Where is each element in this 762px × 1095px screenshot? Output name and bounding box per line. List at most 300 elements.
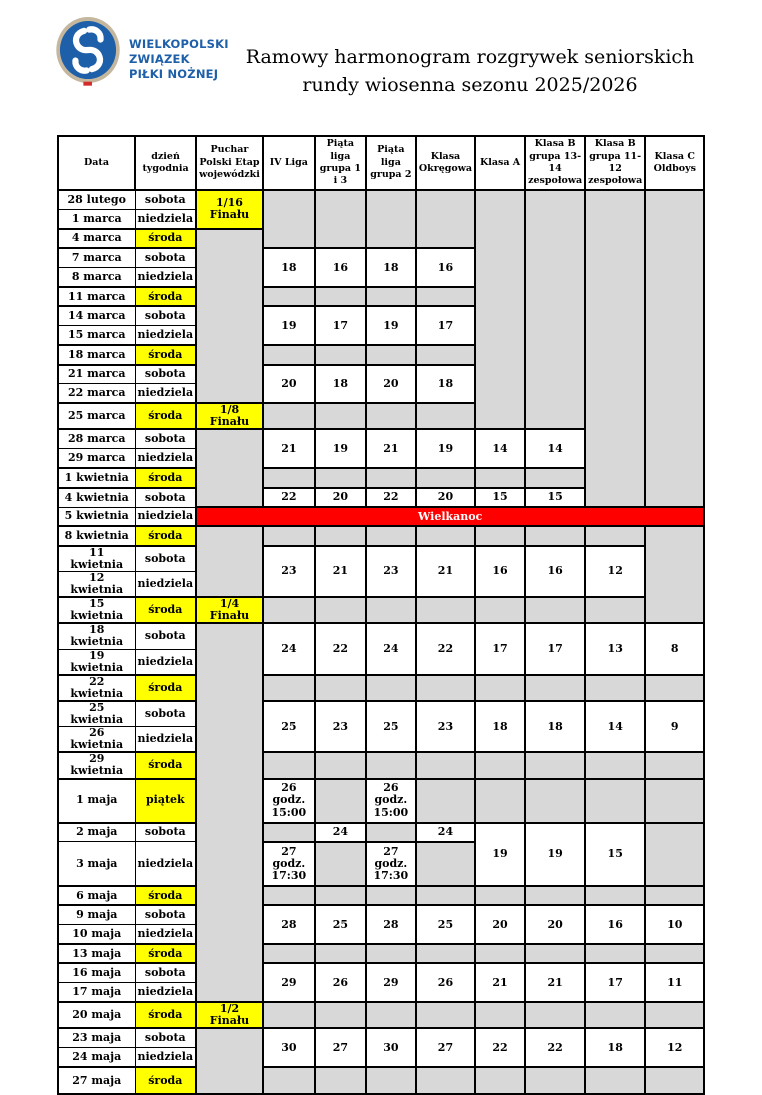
round-cell: 16: [416, 248, 475, 287]
day-cell: niedziela: [135, 507, 196, 526]
day-cell: sobota: [135, 429, 196, 448]
round-time-cell: 26 godz. 15:00: [366, 779, 416, 823]
empty-cell: [263, 190, 315, 248]
round-cell: 19: [263, 306, 315, 345]
round-cell: 28: [263, 905, 315, 944]
empty-cell: [366, 886, 416, 905]
empty-cell: [366, 403, 416, 429]
empty-cell: [585, 752, 645, 778]
empty-cell: [416, 403, 475, 429]
empty-cell: [366, 752, 416, 778]
round-cell: 25: [263, 701, 315, 752]
empty-cell: [525, 752, 585, 778]
date-cell: 15 kwietnia: [58, 597, 135, 623]
schedule-table: [57, 135, 705, 1095]
round-cell: 19: [416, 429, 475, 468]
round-cell: 12: [585, 546, 645, 597]
table-row: [58, 779, 704, 823]
round-cell: 23: [315, 701, 366, 752]
table-header: [58, 136, 704, 190]
date-cell: 5 kwietnia: [58, 507, 135, 526]
round-cell: 26: [416, 963, 475, 1002]
round-cell: 22: [525, 1028, 585, 1067]
day-cell: środa: [135, 752, 196, 778]
empty-cell: [315, 779, 366, 823]
table-row: [58, 526, 704, 545]
empty-cell: [416, 190, 475, 248]
day-cell: niedziela: [135, 727, 196, 753]
date-cell: 12 kwietnia: [58, 572, 135, 598]
date-cell: 8 kwietnia: [58, 526, 135, 545]
date-cell: 21 marca: [58, 365, 135, 384]
round-cell: 11: [645, 963, 704, 1002]
empty-cell: [263, 1067, 315, 1094]
round-cell: 19: [475, 823, 525, 886]
empty-cell: [645, 526, 704, 623]
round-cell: 20: [366, 365, 416, 404]
round-cell: 14: [475, 429, 525, 468]
empty-cell: [475, 779, 525, 823]
day-cell: środa: [135, 1067, 196, 1094]
day-cell: niedziela: [135, 209, 196, 228]
date-cell: 19 kwietnia: [58, 649, 135, 675]
empty-cell: [645, 944, 704, 963]
round-cell: 17: [475, 623, 525, 674]
empty-cell: [525, 468, 585, 487]
date-cell: 20 maja: [58, 1002, 135, 1028]
round-cell: 16: [525, 546, 585, 597]
day-cell: sobota: [135, 190, 196, 209]
round-cell: 10: [645, 905, 704, 944]
day-cell: środa: [135, 468, 196, 487]
column-header: Klasa Okręgowa: [416, 136, 475, 190]
day-cell: niedziela: [135, 268, 196, 287]
round-cell: 25: [366, 701, 416, 752]
cup-stage-cell: 1/16 Finału: [196, 190, 263, 229]
date-cell: 22 marca: [58, 384, 135, 403]
round-cell: 14: [585, 701, 645, 752]
round-cell: 17: [525, 623, 585, 674]
empty-cell: [366, 597, 416, 623]
date-cell: 28 marca: [58, 429, 135, 448]
round-cell: 24: [366, 623, 416, 674]
round-cell: 23: [416, 701, 475, 752]
date-cell: 1 kwietnia: [58, 468, 135, 487]
empty-cell: [196, 429, 263, 507]
date-cell: 14 marca: [58, 306, 135, 325]
date-cell: 1 maja: [58, 779, 135, 823]
round-cell: 18: [525, 701, 585, 752]
empty-cell: [525, 779, 585, 823]
empty-cell: [196, 623, 263, 1002]
empty-cell: [263, 526, 315, 545]
day-cell: środa: [135, 287, 196, 306]
empty-cell: [263, 944, 315, 963]
table-row: [58, 597, 704, 623]
round-cell: 27: [416, 1028, 475, 1067]
page-title-line1: Ramowy harmonogram rozgrywek seniorskich: [245, 46, 695, 68]
round-cell: 21: [315, 546, 366, 597]
round-cell: 21: [263, 429, 315, 468]
empty-cell: [525, 1067, 585, 1094]
empty-cell: [416, 779, 475, 823]
empty-cell: [416, 1002, 475, 1028]
day-cell: środa: [135, 403, 196, 429]
date-cell: 28 lutego: [58, 190, 135, 209]
empty-cell: [525, 886, 585, 905]
round-cell: 18: [585, 1028, 645, 1067]
date-cell: 18 kwietnia: [58, 623, 135, 649]
empty-cell: [475, 597, 525, 623]
date-cell: 22 kwietnia: [58, 675, 135, 701]
empty-cell: [645, 779, 704, 823]
empty-cell: [263, 886, 315, 905]
day-cell: sobota: [135, 488, 196, 507]
date-cell: 16 maja: [58, 963, 135, 982]
round-cell: 20: [416, 488, 475, 507]
empty-cell: [366, 287, 416, 306]
round-cell: 17: [315, 306, 366, 345]
empty-cell: [263, 675, 315, 701]
date-cell: 11 marca: [58, 287, 135, 306]
table-body: [58, 190, 704, 1094]
empty-cell: [315, 675, 366, 701]
empty-cell: [366, 823, 416, 842]
day-cell: niedziela: [135, 449, 196, 468]
round-cell: 24: [315, 823, 366, 842]
wzpn-logo-icon: [55, 16, 121, 88]
day-cell: niedziela: [135, 649, 196, 675]
table-row: [58, 546, 704, 572]
empty-cell: [416, 842, 475, 886]
table-row: [58, 1002, 704, 1028]
round-time-cell: 26 godz. 15:00: [263, 779, 315, 823]
day-cell: środa: [135, 526, 196, 545]
empty-cell: [475, 944, 525, 963]
date-cell: 13 maja: [58, 944, 135, 963]
empty-cell: [525, 190, 585, 429]
date-cell: 23 maja: [58, 1028, 135, 1047]
round-cell: 18: [366, 248, 416, 287]
round-time-cell: 27 godz. 17:30: [263, 842, 315, 886]
day-cell: sobota: [135, 905, 196, 924]
empty-cell: [315, 403, 366, 429]
day-cell: środa: [135, 675, 196, 701]
empty-cell: [315, 190, 366, 248]
round-cell: 16: [475, 546, 525, 597]
date-cell: 29 kwietnia: [58, 752, 135, 778]
org-name-line: WIELKOPOLSKI: [129, 37, 229, 51]
round-cell: 28: [366, 905, 416, 944]
day-cell: sobota: [135, 1028, 196, 1047]
table-row: [58, 944, 704, 963]
date-cell: 4 kwietnia: [58, 488, 135, 507]
round-cell: 18: [315, 365, 366, 404]
empty-cell: [585, 597, 645, 623]
empty-cell: [196, 1028, 263, 1094]
column-header: Data: [58, 136, 135, 190]
round-cell: 20: [475, 905, 525, 944]
table-row: [58, 190, 704, 209]
empty-cell: [263, 1002, 315, 1028]
empty-cell: [366, 944, 416, 963]
table-row: [58, 507, 704, 526]
round-cell: 22: [366, 488, 416, 507]
empty-cell: [416, 1067, 475, 1094]
empty-cell: [645, 886, 704, 905]
date-cell: 11 kwietnia: [58, 546, 135, 572]
empty-cell: [196, 229, 263, 404]
round-cell: 18: [475, 701, 525, 752]
empty-cell: [585, 1067, 645, 1094]
round-cell: 15: [475, 488, 525, 507]
date-cell: 18 marca: [58, 345, 135, 364]
round-cell: 23: [263, 546, 315, 597]
date-cell: 3 maja: [58, 842, 135, 886]
empty-cell: [263, 468, 315, 487]
table-row: [58, 752, 704, 778]
round-cell: 30: [366, 1028, 416, 1067]
round-cell: 19: [315, 429, 366, 468]
org-name: [129, 37, 229, 83]
date-cell: 1 marca: [58, 209, 135, 228]
holiday-banner: Wielkanoc: [196, 507, 704, 526]
date-cell: 6 maja: [58, 886, 135, 905]
column-header: dzień tygodnia: [135, 136, 196, 190]
empty-cell: [315, 944, 366, 963]
day-cell: środa: [135, 886, 196, 905]
round-cell: 14: [525, 429, 585, 468]
column-header: Puchar Polski Etap wojewódzki: [196, 136, 263, 190]
round-cell: 17: [585, 963, 645, 1002]
empty-cell: [645, 675, 704, 701]
table-row: [58, 823, 704, 842]
empty-cell: [416, 287, 475, 306]
date-cell: 25 marca: [58, 403, 135, 429]
round-cell: 18: [416, 365, 475, 404]
page-title: [235, 44, 705, 99]
empty-cell: [196, 526, 263, 597]
empty-cell: [475, 468, 525, 487]
empty-cell: [585, 886, 645, 905]
day-cell: sobota: [135, 963, 196, 982]
day-cell: piątek: [135, 779, 196, 823]
date-cell: 10 maja: [58, 925, 135, 944]
table-row: [58, 1067, 704, 1094]
empty-cell: [475, 886, 525, 905]
round-cell: 20: [263, 365, 315, 404]
empty-cell: [315, 287, 366, 306]
round-cell: 16: [315, 248, 366, 287]
day-cell: niedziela: [135, 1048, 196, 1067]
round-cell: 30: [263, 1028, 315, 1067]
table-row: [58, 886, 704, 905]
empty-cell: [366, 190, 416, 248]
empty-cell: [525, 597, 585, 623]
empty-cell: [315, 842, 366, 886]
empty-cell: [416, 468, 475, 487]
day-cell: środa: [135, 944, 196, 963]
round-cell: 21: [525, 963, 585, 1002]
table-row: [58, 701, 704, 727]
column-header: Piąta liga grupa 2: [366, 136, 416, 190]
empty-cell: [525, 526, 585, 545]
date-cell: 27 maja: [58, 1067, 135, 1094]
empty-cell: [475, 190, 525, 429]
empty-cell: [315, 1067, 366, 1094]
day-cell: niedziela: [135, 384, 196, 403]
round-cell: 26: [315, 963, 366, 1002]
empty-cell: [366, 526, 416, 545]
round-cell: 23: [366, 546, 416, 597]
empty-cell: [645, 1067, 704, 1094]
day-cell: sobota: [135, 623, 196, 649]
empty-cell: [366, 468, 416, 487]
empty-cell: [525, 1002, 585, 1028]
empty-cell: [315, 597, 366, 623]
empty-cell: [416, 526, 475, 545]
round-cell: 29: [366, 963, 416, 1002]
round-cell: 24: [416, 823, 475, 842]
empty-cell: [475, 752, 525, 778]
empty-cell: [315, 468, 366, 487]
empty-cell: [585, 675, 645, 701]
column-header: Klasa B grupa 13-14 zespołowa: [525, 136, 585, 190]
org-name-line: PIŁKI NOŻNEJ: [129, 67, 219, 82]
empty-cell: [416, 597, 475, 623]
empty-cell: [263, 287, 315, 306]
empty-cell: [366, 675, 416, 701]
empty-cell: [366, 1067, 416, 1094]
round-cell: 19: [525, 823, 585, 886]
day-cell: sobota: [135, 701, 196, 727]
round-cell: 22: [475, 1028, 525, 1067]
round-cell: 9: [645, 701, 704, 752]
round-cell: 18: [263, 248, 315, 287]
round-cell: 22: [416, 623, 475, 674]
round-cell: 29: [263, 963, 315, 1002]
day-cell: sobota: [135, 365, 196, 384]
column-header: Klasa A: [475, 136, 525, 190]
date-cell: 29 marca: [58, 449, 135, 468]
round-cell: 21: [416, 546, 475, 597]
empty-cell: [416, 944, 475, 963]
round-cell: 12: [645, 1028, 704, 1067]
date-cell: 24 maja: [58, 1048, 135, 1067]
day-cell: środa: [135, 597, 196, 623]
empty-cell: [315, 1002, 366, 1028]
org-name-line: ZWIĄZEK: [129, 52, 190, 67]
round-cell: 24: [263, 623, 315, 674]
round-cell: 25: [416, 905, 475, 944]
empty-cell: [315, 886, 366, 905]
round-cell: 20: [315, 488, 366, 507]
round-cell: 19: [366, 306, 416, 345]
round-cell: 8: [645, 623, 704, 674]
round-cell: 27: [315, 1028, 366, 1067]
empty-cell: [645, 752, 704, 778]
day-cell: sobota: [135, 823, 196, 842]
day-cell: sobota: [135, 248, 196, 267]
empty-cell: [416, 345, 475, 364]
empty-cell: [645, 823, 704, 886]
empty-cell: [645, 190, 704, 507]
date-cell: 9 maja: [58, 905, 135, 924]
empty-cell: [416, 886, 475, 905]
empty-cell: [475, 526, 525, 545]
column-header: Klasa C Oldboys: [645, 136, 704, 190]
round-cell: 17: [416, 306, 475, 345]
empty-cell: [263, 345, 315, 364]
empty-cell: [366, 345, 416, 364]
day-cell: sobota: [135, 306, 196, 325]
round-cell: 16: [585, 905, 645, 944]
header-row: [58, 136, 704, 190]
empty-cell: [366, 1002, 416, 1028]
table-row: [58, 675, 704, 701]
empty-cell: [585, 779, 645, 823]
date-cell: 17 maja: [58, 983, 135, 1002]
cup-stage-cell: 1/4 Finału: [196, 597, 263, 623]
cup-stage-cell: 1/8 Finału: [196, 403, 263, 429]
empty-cell: [263, 823, 315, 842]
empty-cell: [315, 526, 366, 545]
empty-cell: [416, 752, 475, 778]
column-header: IV Liga: [263, 136, 315, 190]
day-cell: środa: [135, 1002, 196, 1028]
date-cell: 7 marca: [58, 248, 135, 267]
round-cell: 22: [315, 623, 366, 674]
empty-cell: [525, 944, 585, 963]
day-cell: niedziela: [135, 326, 196, 345]
round-cell: 22: [263, 488, 315, 507]
date-cell: 26 kwietnia: [58, 727, 135, 753]
column-header: Klasa B grupa 11-12 zespołowa: [585, 136, 645, 190]
round-cell: 13: [585, 623, 645, 674]
date-cell: 8 marca: [58, 268, 135, 287]
table-row: [58, 905, 704, 924]
cup-stage-cell: 1/2 Finału: [196, 1002, 263, 1028]
round-cell: 15: [525, 488, 585, 507]
empty-cell: [263, 752, 315, 778]
empty-cell: [315, 345, 366, 364]
round-cell: 21: [475, 963, 525, 1002]
page-title-line2: rundy wiosenna sezonu 2025/2026: [302, 73, 638, 96]
date-cell: 4 marca: [58, 229, 135, 248]
table-row: [58, 963, 704, 982]
empty-cell: [585, 944, 645, 963]
day-cell: sobota: [135, 546, 196, 572]
date-cell: 2 maja: [58, 823, 135, 842]
empty-cell: [475, 1067, 525, 1094]
day-cell: niedziela: [135, 842, 196, 886]
empty-cell: [645, 1002, 704, 1028]
round-cell: 20: [525, 905, 585, 944]
empty-cell: [263, 403, 315, 429]
day-cell: niedziela: [135, 572, 196, 598]
empty-cell: [585, 190, 645, 507]
round-cell: 15: [585, 823, 645, 886]
empty-cell: [585, 1002, 645, 1028]
round-cell: 25: [315, 905, 366, 944]
day-cell: środa: [135, 345, 196, 364]
round-time-cell: 27 godz. 17:30: [366, 842, 416, 886]
day-cell: niedziela: [135, 983, 196, 1002]
day-cell: niedziela: [135, 925, 196, 944]
date-cell: 25 kwietnia: [58, 701, 135, 727]
day-cell: środa: [135, 229, 196, 248]
table-row: [58, 1028, 704, 1047]
